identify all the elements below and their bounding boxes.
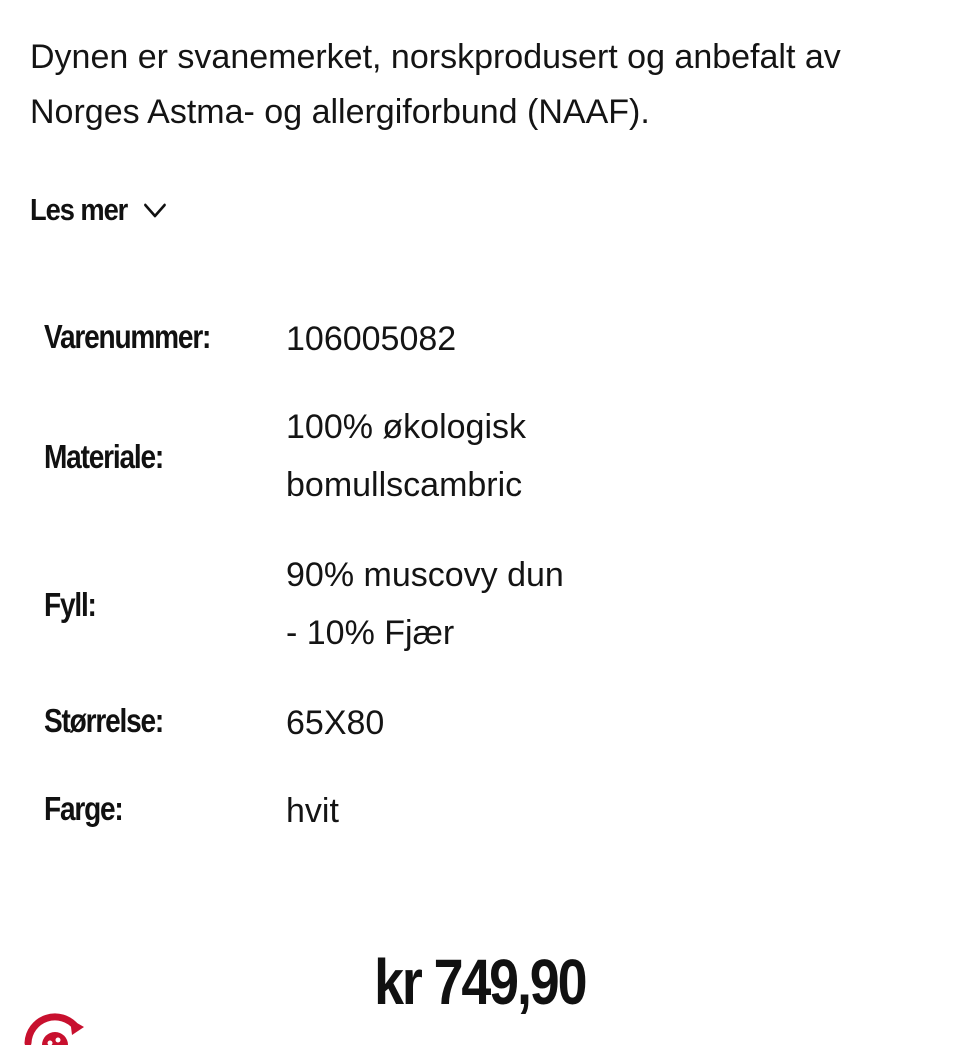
spec-label-storrelse: Størrelse: <box>44 702 164 739</box>
spec-value-line: hvit <box>286 792 339 830</box>
spec-value-varenummer <box>286 310 626 368</box>
spec-value-line: bomullscambric <box>286 466 523 504</box>
spec-value-farge <box>286 782 626 840</box>
read-more-label: Les mer <box>30 192 128 227</box>
spec-value-line: - 10% Fjær <box>286 614 455 652</box>
spec-value-line: 106005082 <box>286 320 457 358</box>
spec-value-line: 65X80 <box>286 704 385 742</box>
spec-value-materiale <box>286 398 626 514</box>
description-line-1: Dynen er svanemerket, norskprodusert og anbefalt av <box>30 38 841 76</box>
spec-value-storrelse <box>286 694 626 752</box>
spec-value-line: 100% økologisk <box>286 408 527 446</box>
read-more-toggle[interactable] <box>30 192 168 228</box>
spec-label-farge: Farge: <box>44 790 123 827</box>
product-description <box>30 30 930 140</box>
spec-label-materiale: Materiale: <box>44 438 164 475</box>
recycle-badge-icon[interactable] <box>20 1005 90 1045</box>
price-value: kr 749,90 <box>374 946 586 1018</box>
product-price <box>0 945 960 1019</box>
spec-value-fyll <box>286 546 626 662</box>
description-line-2: Norges Astma- og allergiforbund (NAAF). <box>30 93 650 131</box>
chevron-down-icon <box>141 195 167 225</box>
spec-label-fyll: Fyll: <box>44 586 96 623</box>
spec-value-line: 90% muscovy dun <box>286 556 564 594</box>
spec-label-varenummer: Varenummer: <box>44 318 211 355</box>
